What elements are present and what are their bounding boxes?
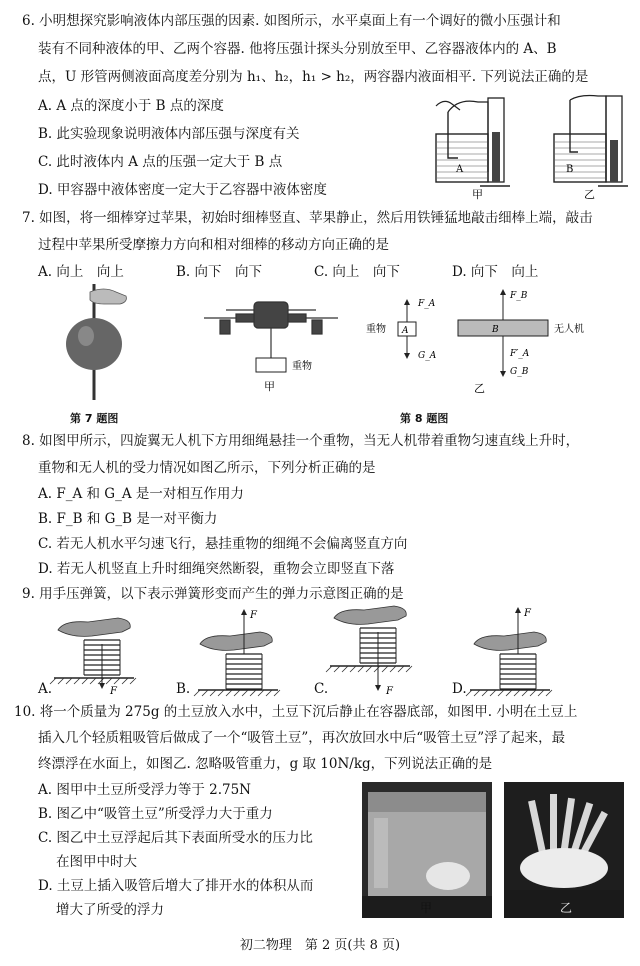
q8-force-fa: F_A <box>418 299 436 309</box>
q6-option-b: B. 此实验现象说明液体内部压强与深度有关 <box>38 126 300 142</box>
q10-option-a: A. 图甲中土豆所受浮力等于 2.75N <box>38 782 251 798</box>
q8-jia-label: 甲 <box>264 380 275 393</box>
q9-option-c-label: C. <box>314 681 329 697</box>
q7-option-a: A. 向上 向上 <box>38 264 124 280</box>
q9-option-c-figure <box>326 606 412 697</box>
q9-a-force: F <box>110 686 117 697</box>
q8-right-object-label: 无人机 <box>554 324 584 335</box>
q6-option-c: C. 此时液体内 A 点的压强一定大于 B 点 <box>38 154 283 170</box>
q9-c-force: F <box>386 686 393 697</box>
q10-photo-yi <box>504 782 624 918</box>
page-footer: 初二物理 第 2 页(共 8 页) <box>239 938 401 953</box>
q7-option-b: B. 向下 向下 <box>176 264 263 280</box>
q8-force-ga: G_A <box>418 351 437 361</box>
q6-yi-label: 乙 <box>584 188 595 200</box>
q9-stem: 9. 用手压弹簧，以下表示弹簧形变而产生的弹力示意图正确的是 <box>22 586 404 602</box>
q10-option-b: B. 图乙中“吸管土豆”所受浮力大于重力 <box>38 806 273 822</box>
q8-stem-line-1: 8. 如图甲所示，四旋翼无人机下方用细绳悬挂一个重物，当无人机带着重物匀速直线上升时， <box>22 433 580 449</box>
q8-option-d: D. 若无人机竖直上升时细绳突然断裂，重物会立即竖直下落 <box>38 561 395 577</box>
q9-option-b-label: B. <box>176 681 191 697</box>
q8-point-b: B <box>492 325 499 335</box>
q10-option-d-continued: 增大了所受的浮力 <box>56 902 164 918</box>
q6-stem-line-1: 6. 小明想探究影响液体内部压强的因素. 如图所示，水平桌面上有一个调好的微小压强计和 <box>22 13 561 29</box>
q7-option-d: D. 向下 向上 <box>452 264 539 280</box>
q8-stem-line-2: 重物和无人机的受力情况如图乙所示，下列分析正确的是 <box>38 460 376 476</box>
q7-apple-figure <box>60 282 140 402</box>
q9-d-force: F <box>524 608 531 619</box>
q8-drone-figure-jia <box>196 296 346 394</box>
q8-force-diagram-yi <box>364 284 584 396</box>
q8-option-a: A. F_A 和 G_A 是一对相互作用力 <box>38 486 244 502</box>
q6-point-b-label: B <box>566 164 574 175</box>
q8-left-object-label: 重物 <box>366 324 386 335</box>
q6-container-jia <box>436 98 510 200</box>
q9-option-a-figure <box>50 618 136 697</box>
q6-option-d: D. 甲容器中液体密度一定大于乙容器中液体密度 <box>38 182 327 198</box>
q6-point-a-label: A <box>456 164 464 175</box>
q6-container-yi <box>554 96 628 201</box>
q9-spring-figures <box>34 604 624 700</box>
q10-option-d: D. 土豆上插入吸管后增大了排开水的体积从而 <box>38 878 314 894</box>
q7-stem-line-2: 过程中苹果所受摩擦力方向和相对细棒的移动方向正确的是 <box>38 237 389 253</box>
q8-option-c: C. 若无人机水平匀速飞行，悬挂重物的细绳不会偏离竖直方向 <box>38 536 408 552</box>
q9-option-b-figure <box>194 609 280 696</box>
q8-force-fpa: F′_A <box>510 349 530 359</box>
q10-option-c-continued: 在图甲中时大 <box>56 854 137 870</box>
q6-option-a: A. A 点的深度小于 B 点的深度 <box>38 98 224 114</box>
q7-stem-line-1: 7. 如图，将一细棒穿过苹果，初始时细棒竖直、苹果静止，然后用铁锤猛地敲击细棒上端，敲击 <box>22 210 593 226</box>
q7-option-c: C. 向上 向下 <box>314 264 400 280</box>
q8-yi-label: 乙 <box>474 382 485 395</box>
q8-weight-label: 重物 <box>292 361 312 372</box>
q6-jia-label: 甲 <box>472 188 483 200</box>
q6-pressure-gauge-figure <box>418 92 630 200</box>
q7-caption: 第 7 题图 <box>70 412 119 425</box>
q10-photo-jia <box>362 782 492 918</box>
q9-option-d-figure <box>466 607 552 696</box>
q9-b-force: F <box>250 610 257 621</box>
q8-point-a: A <box>402 326 409 336</box>
q9-option-a-label: A. <box>38 681 53 697</box>
q10-stem-line-1: 10. 将一个质量为 275g 的土豆放入水中，土豆下沉后静止在容器底部，如图甲. 小明在土豆上 <box>14 704 578 720</box>
q9-option-d-label: D. <box>452 681 467 697</box>
q10-stem-line-2: 插入几个轻质粗吸管后做成了一个“吸管土豆”，再次放回水中后“吸管土豆”浮了起来，最 <box>38 730 566 746</box>
q10-yi-label: 乙 <box>560 901 573 915</box>
q10-jia-label: 甲 <box>420 901 433 915</box>
q10-option-c: C. 图乙中土豆浮起后其下表面所受水的压力比 <box>38 830 313 846</box>
q8-option-b: B. F_B 和 G_B 是一对平衡力 <box>38 511 218 527</box>
q6-stem-line-3: 点，U 形管两侧液面高度差分别为 h₁、h₂，h₁ > h₂，两容器内液面相平. 下列说法正确的是 <box>38 69 589 85</box>
q8-force-fb: F_B <box>510 291 528 301</box>
q8-force-gb: G_B <box>510 367 529 377</box>
q6-stem-line-2: 装有不同种液体的甲、乙两个容器. 他将压强计探头分别放至甲、乙容器液体内的 A、B <box>38 41 557 57</box>
q10-stem-line-3: 终漂浮在水面上，如图乙. 忽略吸管重力，g 取 10N/kg，下列说法正确的是 <box>38 756 493 772</box>
q8-caption: 第 8 题图 <box>400 412 449 425</box>
